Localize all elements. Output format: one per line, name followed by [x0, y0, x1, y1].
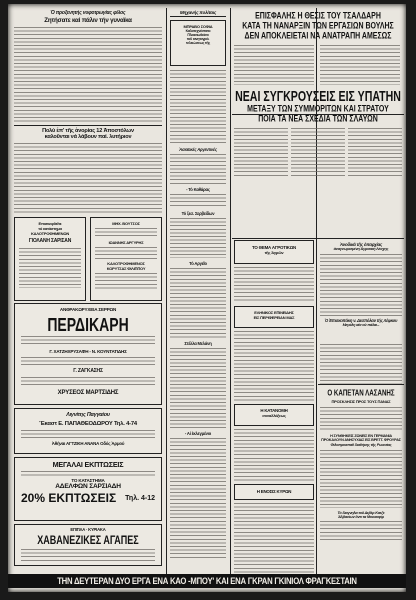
ad-text: Ἀθήναι ΑΓΤΖΙΚΗ ΑΝΑΝΑ Οδός Ἀρμού	[51, 441, 125, 446]
article-body-text	[14, 27, 162, 123]
section-subtitle: Μεγάλη αἰσ οὐ πάλαι...	[342, 323, 380, 327]
inner-body-text	[234, 267, 314, 303]
ad-text: τό κατάστημα	[38, 226, 62, 231]
inner-box	[234, 306, 314, 328]
narrow-column	[170, 8, 226, 573]
article-headline: Ο ΚΑΠΕΤΑΝ ΛΑΣΑΝΗΣ	[327, 388, 395, 399]
ad-text: ΚΑΛΟΤΡΟΦΗΜΕΝΩΝ	[30, 231, 70, 236]
story-text	[320, 45, 400, 85]
box-text: ΜΠΡΑΒΟ ΣΟΦΙΑ	[183, 24, 213, 29]
column-section-title: Τό Αργεῖο	[189, 261, 207, 266]
ad-text: ΙΩΑΝΝΗΣ ΑΡΓΥΡΗΣ	[108, 240, 144, 245]
article-headline: Η ΣΥΝΘΗΚΕΙΣ ΖΩΝΕΙΣ ΕΝ ΓΕΡΜΑΝΙΑ	[330, 434, 392, 438]
ad-perdikari	[14, 303, 162, 405]
article-subtitle: ΠΡΟΣΚΛΗΣΙΣ ΠΡΟΣ ΤΟΥΣ ΠΑΝΑΣ	[331, 399, 391, 404]
ad-title: ΧΑΒΑΝΕΖΙΚΕΣ ΑΓΑΠΕΣ	[37, 533, 139, 547]
section-divider	[232, 114, 404, 115]
ad-text: Γ. ΖΑΓΚΑΣΗΣ	[73, 368, 103, 374]
ad-row	[14, 217, 162, 301]
inner-box	[234, 404, 314, 426]
box-title: Η ΕΝΟΣΙΣ ΚΥΡΩΝ	[256, 489, 292, 494]
column-body-text	[170, 268, 226, 338]
ad-box	[14, 217, 86, 301]
story-text	[234, 128, 288, 176]
ad-text: ΚΑΛΟΤΡΟΦΗΜΕΝΟΣ	[107, 261, 145, 266]
section-body-text	[320, 254, 402, 316]
inner-body-text	[234, 429, 314, 481]
ad-body-text	[95, 228, 157, 238]
box-title: ΤΟ ΘΕΜΑ ΑΓΡΟΤΙΚΩΝ	[252, 245, 296, 250]
box-text: τοῦ κινητογρά.	[186, 37, 210, 41]
main-headline: ΚΑΤΑ ΤΗ ΝΑΝΑΡΞΙΝ ΤΩΝ ΕΡΓΑΣΙΩΝ ΒΟΥΛΗΣ	[242, 21, 394, 32]
ad-fabric	[14, 524, 162, 566]
section-divider	[232, 238, 404, 239]
ad-title: ΠΕΡΔΙΚΑΡΗ	[47, 313, 129, 335]
column-rule	[166, 8, 167, 574]
ad-pagkaio	[14, 408, 162, 454]
column-body-text	[170, 70, 226, 144]
article-subtitle: Φιλοπροσπαθ διαθήκης τῆς Ρωσσίας	[330, 443, 392, 447]
box-title: ΕΛΗΝΙΚΟΣ ΕΠΙΝΕΙΔΗΣ	[254, 310, 294, 315]
right-body-text	[320, 521, 402, 541]
column-section-title: - Τό Καθάρας	[186, 187, 210, 192]
section-divider	[318, 384, 404, 385]
box-subtitle: τῆς Ἀγρῶν	[264, 250, 284, 255]
right-body-text	[320, 344, 402, 384]
ad-shop-name: ΑΔΕΛΦΩΝ ΣΑΡΣΙΑΔΗ	[55, 483, 121, 490]
ad-body-text	[95, 273, 157, 289]
ad-body-text	[21, 357, 155, 365]
story-text	[291, 128, 345, 176]
inner-body-text	[234, 331, 314, 401]
ad-text: ΚΟΡΥΤΣΑΣ ΦΙΛΙΠΠΟΥ	[106, 266, 146, 271]
section-title: Ὁ Ἑπισκοπάκη ν. Δεσπόλαν τής Λέφκου	[324, 318, 398, 323]
ad-text: ΓΙΟΛΑΝΗ ΣΑΡΙΣΑΝ	[28, 238, 72, 244]
ad-body-text	[19, 248, 81, 288]
main-headline: ΔΕΝ ΑΠΟΚΛΕΙΕΤΑΙ ΝΑ ΑΝΑΤΡΑΠΗ ΑΜΕΣΩΣ	[244, 31, 392, 42]
middle-right-column	[320, 240, 402, 340]
article-subtitle: καλοῦνται νά λάβουν παί. λυτήριον	[44, 134, 132, 140]
ad-body-text	[21, 377, 155, 387]
article-title: Ζητήσατε καί πάλιν τήν γυναϊκα	[44, 17, 132, 24]
section-divider	[14, 125, 162, 126]
inner-box	[234, 484, 314, 500]
ad-title: Λιγνίτης Παγγαίου	[66, 412, 110, 418]
newspaper-page	[8, 4, 406, 592]
ad-box	[90, 217, 162, 301]
column-rule	[230, 8, 231, 574]
column-section-title: Στέλλα Μελάνη	[184, 341, 212, 346]
column-body-text	[170, 218, 226, 258]
column-box-title: Μηχανής πολίταις	[170, 10, 226, 17]
ad-text: ΤΟ ΚΑΤΑΣΤΗΜΑ	[71, 478, 105, 483]
column-section-title: Ἀσιατικές Αργεντινές	[179, 147, 217, 152]
box-title: Η ΚΑΤΑΝΟΜΗ	[260, 408, 288, 413]
ad-kicker: ΑΝΘΡΑΚΩΡΥΧΕΙΑ ΣΕΡΡΩΝ	[59, 307, 117, 312]
article-title: Πολύ ἐπ' τῆς ἀνορίας 12 Ἀποστόλων	[42, 128, 134, 134]
ad-body-text	[21, 549, 155, 563]
column-section-title: Τό ξεσ. Σερβείδων	[181, 211, 215, 216]
bottom-banner	[8, 574, 406, 588]
ad-sale	[14, 457, 162, 521]
ad-percent: 20% ΕΚΠΤΩΣΕΙΣ	[21, 491, 117, 505]
main-headline: ΜΕΤΑΞΥ ΤΩΝ ΣΥΜΜΟΡΙΤΩΝ ΚΑΙ ΣΤΡΑΤΟΥ	[247, 104, 389, 115]
column-body-text	[170, 438, 226, 558]
ad-text: Γ. ΧΑΤΖΗΧΡΥΣΑΦΗ - Ν. ΚΟΥΝΤΑΤΙΔΗΣ	[49, 349, 127, 354]
inner-column	[234, 240, 314, 575]
column-body-text	[170, 194, 226, 208]
box-text: Πλαισιωθείσα	[187, 33, 209, 37]
box-subtitle: ΕΙΣ ΠΕΡΙΦΕΡΕΙΑΝ ΜΑΣ	[253, 315, 295, 320]
ad-telephone: Τηλ. 4-12	[125, 494, 155, 502]
ad-body-text	[95, 247, 157, 259]
ad-title: ΜΕΓΑΛΑΙ ΕΚΠΤΩΣΕΙΣ	[52, 460, 124, 469]
ad-text: Επισκεφθεῖτε	[38, 221, 62, 226]
headline-story	[234, 45, 402, 85]
right-body-text	[320, 407, 402, 431]
ad-text: ΜΗΧ. ΒΟΥΤΣΟΣ	[112, 221, 140, 226]
second-story	[234, 128, 402, 176]
bottom-banner-text: ΤΗΝ ΔΕΥΤΕΡΑΝ ΔΥΟ ΕΡΓΑ ΕΝΑ ΚΑΟ -ΜΠΟΥ' ΚΑΙ ΕΝΑ ΓΚΡΑΝ ΓΚΙΝΙΟΛ ΦΡΑΓΚΕΣΤΑΙΝ	[57, 576, 357, 586]
main-headline: ΕΠΙΣΦΑΛΗΣ Η ΘΕΣΙΣ ΤΟΥ ΤΣΑΛΔΑΡΗ	[255, 11, 381, 22]
box-text: τελειώσεως τῆς	[186, 41, 210, 45]
main-headline: ΠΟΙΑ ΤΑ ΝΕΑ ΣΧΕΔΙΑ ΤΩΝ ΣΛΑΥΩΝ	[258, 114, 378, 125]
box-subtitle: συναλλάξεως	[262, 413, 286, 418]
ad-footer: ΧΡΥΣΕΟΣ ΜΑΡΤΣΙΔΗΣ	[57, 390, 119, 396]
story-text	[348, 128, 402, 176]
ad-body-text	[21, 430, 155, 438]
column-body-text	[170, 154, 226, 184]
main-headline: ΝΕΑΙ ΣΥΓΚΡΟΥΣΕΙΣ ΕΙΣ ΥΠΑΤΗΝ	[235, 88, 401, 106]
article-note: Τό διαγνηλα τοῦ Δεβὲρ Κατζε	[337, 511, 385, 515]
box-text: Καλοτεχνέστατο	[185, 29, 211, 33]
column-section-title: - Αἱ ἐκλεγμένοι	[184, 431, 212, 436]
right-column	[320, 344, 402, 574]
story-text	[234, 45, 314, 85]
ad-body-text	[21, 471, 155, 477]
article-note: Ἀλβανίων ὄντι τα Μουσαφίρ	[338, 515, 384, 519]
ad-text: Ἔκαστ Ε. ΠΑΠΑΘΕΟΔΩΡΟΥ Τηλ. 4-74	[39, 421, 137, 427]
ad-body-text	[21, 336, 155, 346]
ad-kicker: ΕΠΙΠΛΑ · ΚΥΡΙΑΚΑ	[70, 527, 106, 532]
article-body-text	[14, 143, 162, 213]
inner-body-text	[234, 503, 314, 573]
section-subtitle: ἀναγνωρισμένη Ἀγροτική Λέσχης	[333, 247, 389, 251]
column-box	[170, 20, 226, 66]
inner-box	[234, 240, 314, 264]
right-body-text	[320, 450, 402, 508]
left-column	[14, 8, 162, 573]
article-headline: ΠΡΟΚΑΛΟΥΝ ΑΝΗΣΥΧΙΑΣ ΕΙΣ ΒΡΕΤΤ. ΦΡΟΥΡΑΣ	[321, 438, 401, 442]
article-kicker: Ὁ προξενητής νυφοτρωγίας φίλος	[50, 10, 126, 16]
section-title: Ἀνοδικά τῆς ὁπαρχίας	[339, 242, 383, 247]
column-body-text	[170, 348, 226, 428]
